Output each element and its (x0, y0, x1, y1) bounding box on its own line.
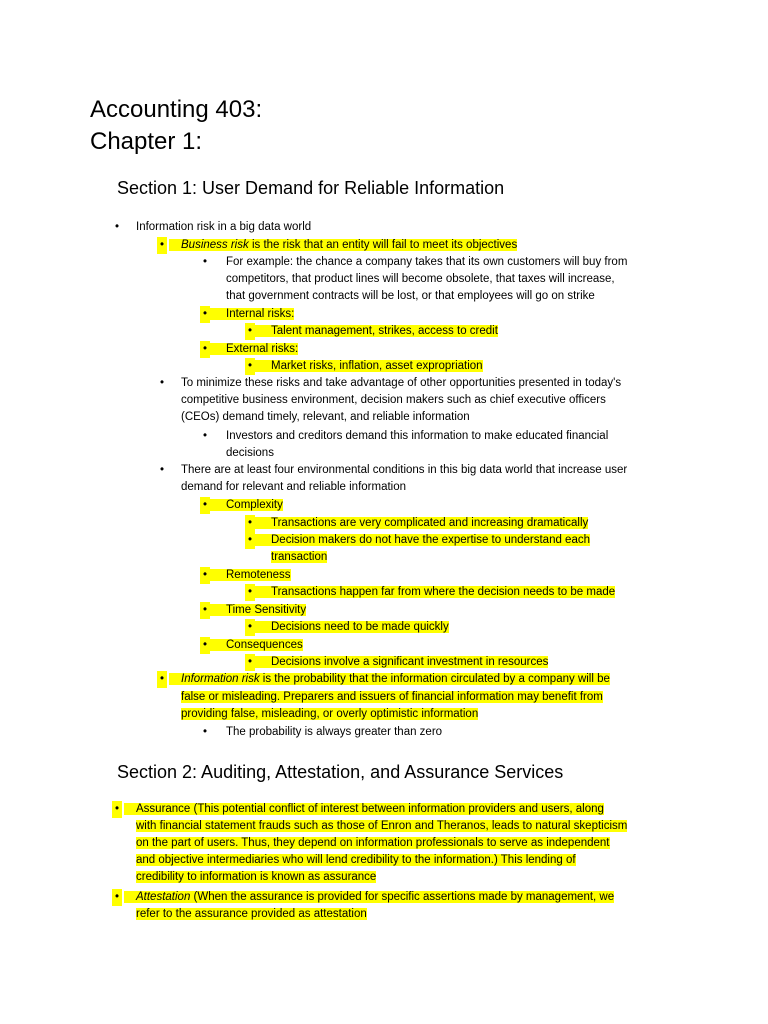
bullet-marker: • (245, 323, 255, 340)
list-item: The probability is always greater than zero (226, 726, 443, 738)
bullet-marker: • (202, 256, 208, 268)
bullet-marker: • (200, 306, 210, 323)
list-item: External risks: (210, 341, 298, 358)
bullet-marker: • (200, 567, 210, 584)
list-item: Decisions need to be made quickly (255, 619, 449, 636)
bullet-marker: • (159, 377, 165, 389)
list-item-continuation: competitive business environment, decision makers such as chief executive officers (181, 394, 606, 406)
list-item: Information risk is the probability that the information circulated by a company will be (169, 671, 610, 688)
list-item: Investors and creditors demand this information to make educated financial (226, 430, 609, 442)
list-item: Assurance (This potential conflict of interest between information providers and users, along (124, 801, 604, 818)
section2-heading: Section 2: Auditing, Attestation, and Assurance Services (117, 762, 564, 782)
list-item: Attestation (When the assurance is provided for specific assertions made by management, we (124, 889, 614, 906)
list-item-continuation: decisions (226, 447, 274, 459)
list-item-continuation: false or misleading. Preparers and issuers of financial information may benefit from (181, 691, 603, 703)
list-item: There are at least four environmental conditions in this big data world that increase user (181, 464, 628, 476)
list-item-continuation: demand for relevant and reliable information (181, 481, 407, 493)
bullet-marker: • (114, 221, 120, 233)
document-title-line1: Accounting 403: (90, 96, 263, 123)
bullet-marker: • (157, 671, 167, 688)
list-item-continuation: competitors, that product lines will become obsolete, that taxes will increase, (226, 273, 615, 285)
list-item-continuation: that government contracts will be lost, or that employees will go on strike (226, 290, 595, 302)
list-item: Transactions are very complicated and increasing dramatically (255, 515, 588, 532)
bullet-marker: • (200, 637, 210, 654)
section1-heading: Section 1: User Demand for Reliable Information (117, 178, 505, 198)
bullet-marker: • (200, 341, 210, 358)
bullet-marker: • (200, 497, 210, 514)
list-item: Information risk in a big data world (136, 221, 312, 233)
bullet-marker: • (200, 602, 210, 619)
bullet-marker: • (202, 430, 208, 442)
list-item: Remoteness (210, 567, 291, 584)
list-item: To minimize these risks and take advantage of other opportunities presented in today's (181, 377, 622, 389)
list-item-continuation: providing false, misleading, or overly optimistic information (181, 708, 479, 720)
list-item: Consequences (210, 637, 303, 654)
list-item-continuation: with financial statement frauds such as those of Enron and Theranos, leads to natural skepticism (136, 820, 628, 832)
bullet-marker: • (245, 358, 255, 375)
bullet-marker: • (245, 654, 255, 671)
bullet-marker: • (245, 584, 255, 601)
list-item-continuation: and objective intermediaries who will lend credibility to the information.) This lending of (136, 854, 576, 866)
bullet-marker: • (245, 619, 255, 636)
term-attestation: Attestation (136, 891, 191, 903)
bullet-marker: • (112, 889, 122, 906)
list-item: Complexity (210, 497, 283, 514)
list-item-continuation: on the part of users. Thus, they depend on information professionals to serve as independent (136, 837, 610, 849)
list-item-continuation: (CEOs) demand timely, relevant, and reliable information (181, 411, 470, 423)
list-item: For example: the chance a company takes that its own customers will buy from (226, 256, 628, 268)
list-item: Time Sensitivity (210, 602, 306, 619)
bullet-marker: • (245, 515, 255, 532)
list-item: Decisions involve a significant investment in resources (255, 654, 548, 671)
list-item-continuation: refer to the assurance provided as attestation (136, 908, 367, 920)
document-title-line2: Chapter 1: (90, 128, 203, 155)
term-information-risk: Information risk (181, 673, 260, 685)
bullet-marker: • (202, 726, 208, 738)
list-item: Decision makers do not have the expertise to understand each (255, 532, 590, 549)
term-business-risk: Business risk (181, 239, 249, 251)
list-item: Talent management, strikes, access to credit (255, 323, 498, 340)
list-item: Transactions happen far from where the decision needs to be made (255, 584, 615, 601)
list-item: Internal risks: (210, 306, 294, 323)
bullet-marker: • (159, 464, 165, 476)
list-item-continuation: transaction (271, 551, 328, 563)
bullet-marker: • (157, 237, 167, 254)
list-item: Business risk is the risk that an entity will fail to meet its objectives (169, 237, 517, 254)
bullet-marker: • (112, 801, 122, 818)
list-item: Market risks, inflation, asset expropriation (255, 358, 483, 375)
list-item-continuation: credibility to information is known as assurance (136, 871, 377, 883)
bullet-marker: • (245, 532, 255, 549)
